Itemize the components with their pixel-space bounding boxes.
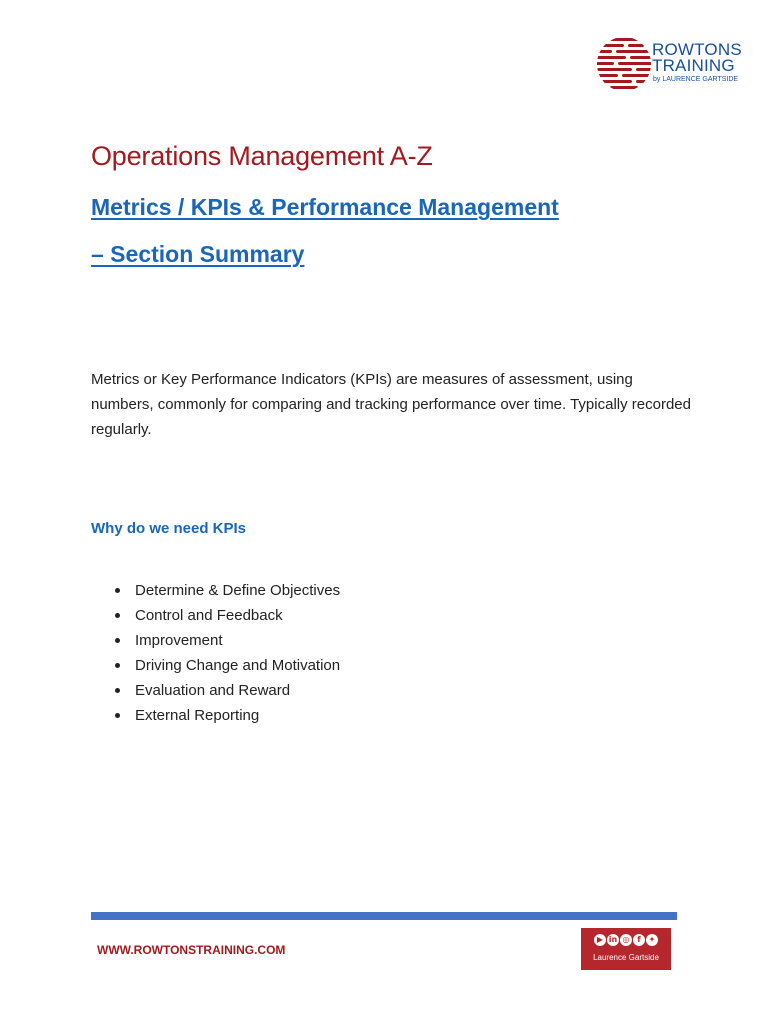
list-item — [91, 678, 340, 703]
list-item-text: Improvement — [135, 632, 223, 649]
intro-paragraph: Metrics or Key Performance Indicators (KPIs) are measures of assessment, using numbers, commonly for comparing and tracking performance over time. Typically recorded regularly. — [91, 371, 691, 438]
bullet-icon — [115, 713, 120, 718]
website-link[interactable]: WWW.ROWTONSTRAINING.COM — [97, 943, 286, 957]
list-item — [91, 628, 340, 653]
kpi-reasons-list — [91, 578, 340, 728]
logo-byline: by LAURENCE GARTSIDE — [653, 76, 739, 83]
twitter-icon[interactable]: ✦ — [646, 934, 658, 946]
footer-divider — [91, 912, 677, 920]
facebook-icon[interactable]: f — [633, 934, 645, 946]
bullet-icon — [115, 638, 120, 643]
list-item-text: Determine & Define Objectives — [135, 582, 341, 599]
social-handle-label: Laurence Gartside — [593, 953, 659, 962]
social-icons-row — [594, 934, 658, 948]
logo-stripes-globe-icon — [596, 36, 652, 92]
list-item-text: External Reporting — [135, 707, 260, 724]
linkedin-icon[interactable]: in — [608, 935, 618, 944]
rowtons-training-logo — [596, 36, 756, 96]
bullet-icon — [115, 688, 120, 693]
list-item-text: Driving Change and Motivation — [135, 657, 341, 674]
bullet-icon — [115, 663, 120, 668]
logo-wordmark-rowtons: ROWTONS — [652, 40, 742, 59]
page-title: Operations Management A-Z — [91, 141, 433, 171]
section-title-line1: Metrics / KPIs & Performance Management — [91, 194, 559, 220]
bullet-icon — [115, 588, 120, 593]
social-media-badge[interactable] — [581, 928, 671, 970]
logo-wordmark-training: TRAINING — [652, 56, 735, 75]
section-heading: Why do we need KPIs — [91, 520, 247, 537]
youtube-icon[interactable]: ▶ — [594, 934, 606, 946]
bullet-icon — [115, 613, 120, 618]
list-item-text: Control and Feedback — [135, 607, 283, 624]
list-item — [91, 703, 340, 728]
list-item-text: Evaluation and Reward — [135, 682, 291, 699]
list-item — [91, 603, 340, 628]
list-item — [91, 653, 340, 678]
section-title-line2: – Section Summary — [91, 241, 305, 267]
list-item — [91, 578, 340, 603]
instagram-icon[interactable]: ◎ — [620, 934, 632, 946]
